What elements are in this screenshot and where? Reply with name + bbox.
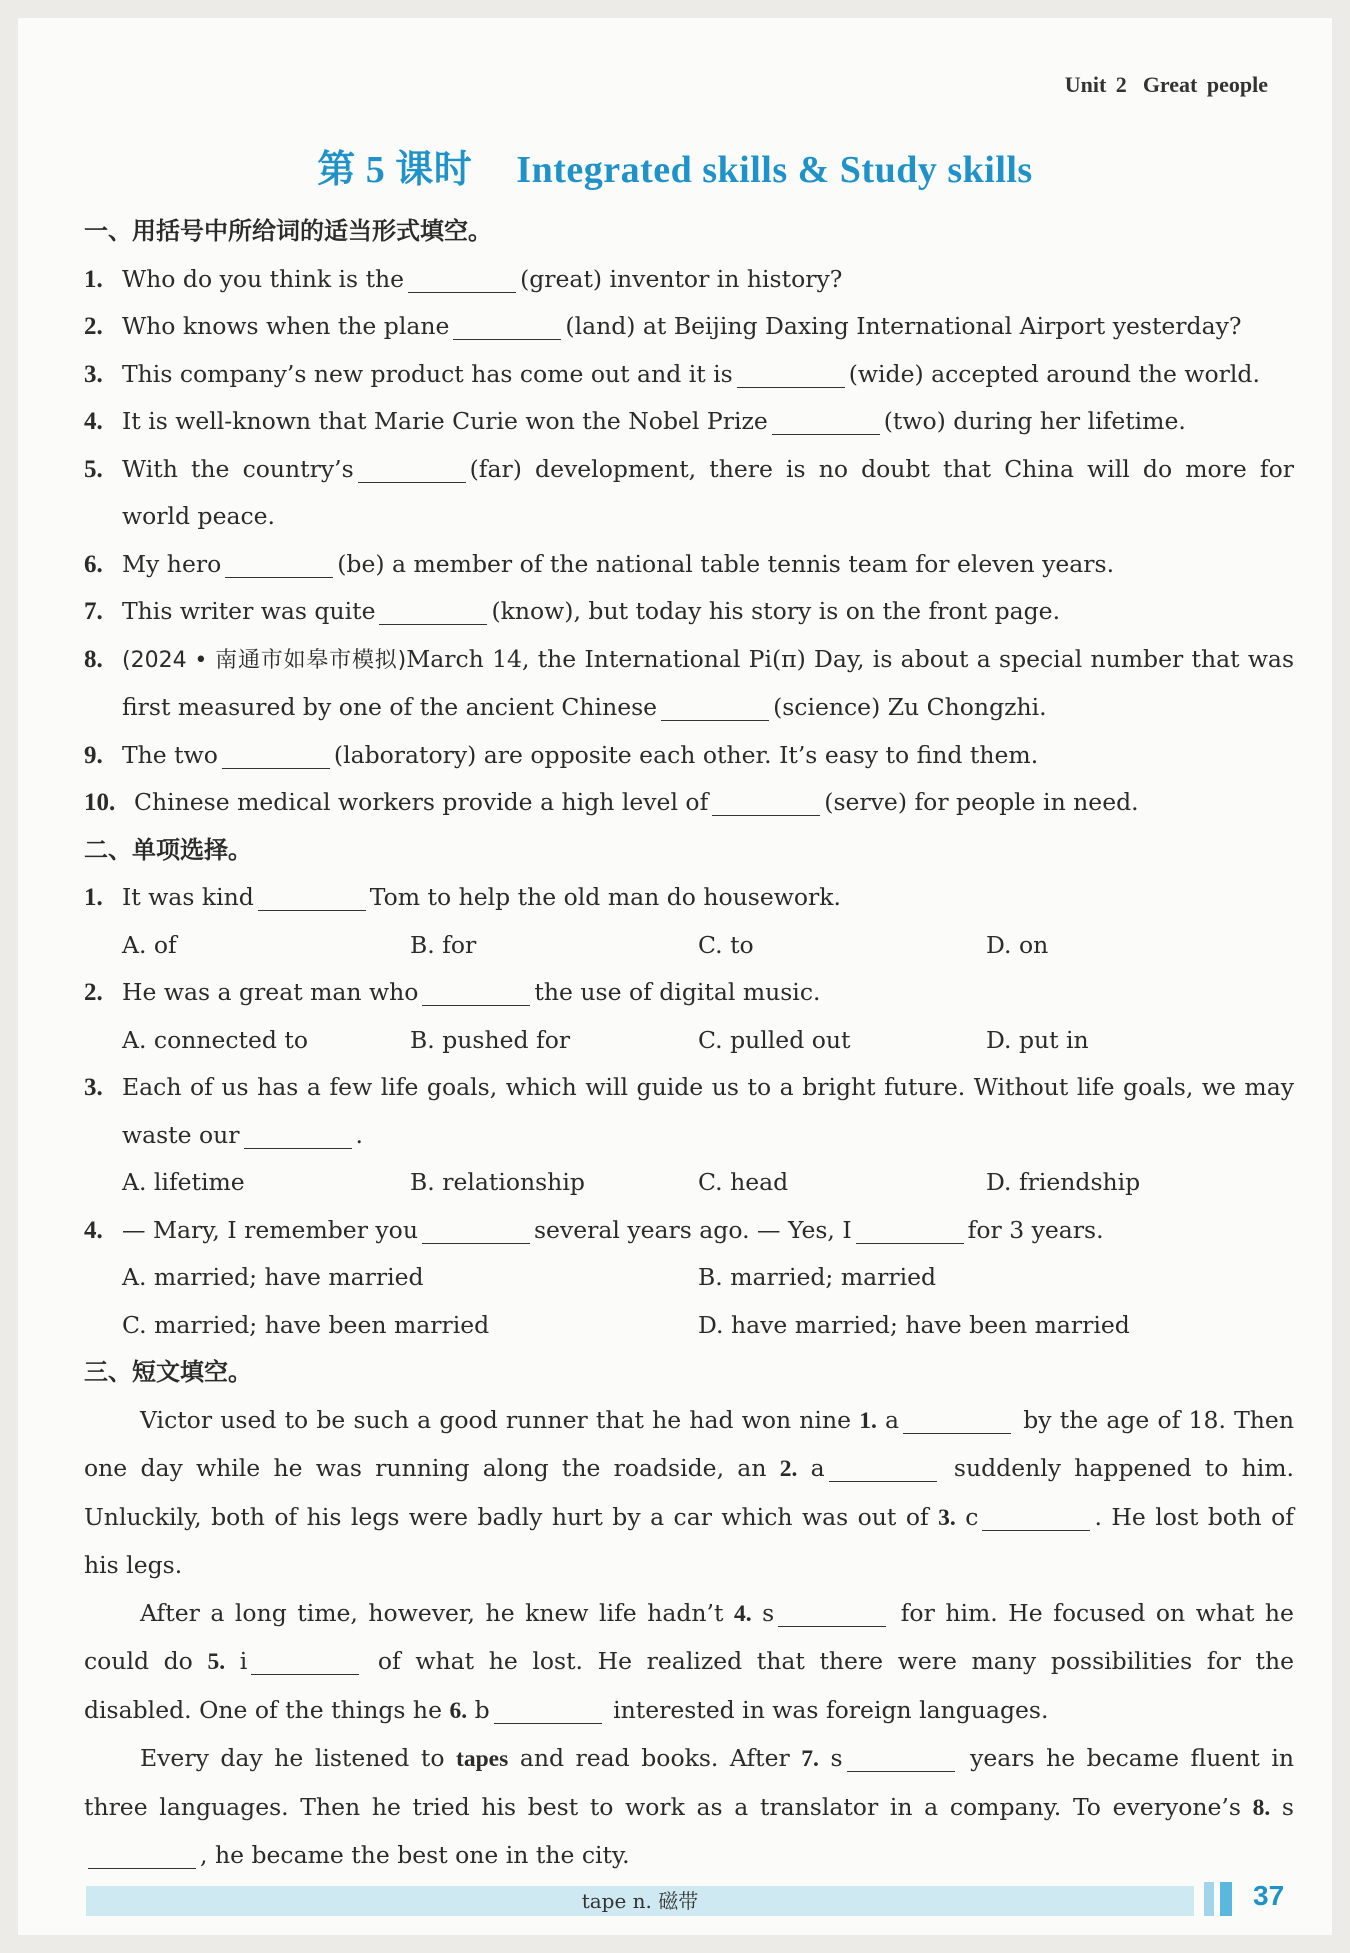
option-c[interactable]: C. to	[698, 930, 754, 959]
passage-text: After a long time, however, he knew life hadn’t	[140, 1598, 724, 1627]
passage-paragraph-1	[84, 1397, 1294, 1590]
option-a[interactable]: A. lifetime	[122, 1168, 245, 1196]
first-letter: a	[810, 1454, 825, 1482]
item-number: 4.	[84, 408, 103, 435]
option-d[interactable]: D. friendship	[986, 1168, 1141, 1196]
item-text: Chinese medical workers provide a high level of	[134, 788, 709, 816]
option-b[interactable]: B. pushed for	[410, 1025, 571, 1054]
option-b[interactable]: B. married; married	[698, 1263, 937, 1291]
unit-topic: Great people	[1142, 72, 1268, 97]
item-number: 8.	[84, 645, 103, 673]
passage-text: years he became fluent in three languages. Then he tried his best to work as a translator in a company. To everyone’s	[84, 1744, 1294, 1821]
answer-blank[interactable]	[982, 1500, 1090, 1531]
options-row	[84, 1254, 1294, 1302]
option-c[interactable]: C. head	[698, 1168, 789, 1196]
lesson-number: 第 5 课时	[317, 149, 473, 191]
answer-blank[interactable]	[225, 547, 333, 578]
question-text: Tom to help the old man do housework.	[369, 883, 841, 911]
blank-number: 6.	[449, 1697, 468, 1724]
answer-blank[interactable]	[778, 1596, 886, 1627]
question-text: He was a great man who	[122, 978, 419, 1006]
passage-text: by the age of 18. Then one day while he was running along the roadside, an	[84, 1405, 1294, 1482]
unit-label: Unit 2	[1064, 72, 1127, 97]
option-a[interactable]: A. of	[122, 930, 177, 959]
blank-number: 1.	[859, 1407, 877, 1434]
answer-blank[interactable]	[222, 738, 330, 769]
option-b[interactable]: B. for	[410, 930, 477, 959]
item-text: (great) inventor in history?	[520, 264, 843, 293]
answer-blank[interactable]	[251, 1644, 359, 1675]
answer-blank[interactable]	[661, 690, 769, 721]
passage-text: interested in was foreign languages.	[613, 1695, 1049, 1724]
item-text: (land) at Beijing Daxing International Airport yesterday?	[565, 312, 1242, 340]
first-letter: s	[830, 1744, 843, 1772]
blank-number: 5.	[207, 1649, 226, 1675]
options-row	[84, 922, 1294, 970]
answer-blank[interactable]	[244, 1118, 352, 1149]
item-text: This writer was quite	[122, 597, 376, 625]
blank-number: 3.	[938, 1504, 956, 1531]
answer-blank[interactable]	[358, 452, 466, 483]
blank-number: 7.	[801, 1746, 819, 1772]
passage-paragraph-3	[84, 1735, 1294, 1880]
answer-blank[interactable]	[856, 1213, 964, 1244]
exam-source: (2024 • 南通市如皋市模拟)	[122, 647, 407, 673]
item-number: 7.	[84, 598, 103, 625]
passage-text: Every day he listened to	[140, 1744, 445, 1772]
fill-item-5	[84, 446, 1294, 541]
answer-blank[interactable]	[258, 880, 366, 911]
fill-item-6	[84, 541, 1294, 589]
section-3-heading: 三、短文填空。	[84, 1358, 252, 1386]
fill-item-2	[84, 303, 1294, 351]
question-text: It was kind	[122, 883, 254, 911]
choice-question-3	[84, 1064, 1294, 1159]
bar-mark	[1220, 1882, 1232, 1916]
question-text: .	[355, 1120, 364, 1149]
question-text: several years ago. — Yes, I	[533, 1215, 852, 1244]
fill-item-9	[84, 732, 1294, 780]
first-letter: c	[965, 1502, 979, 1531]
item-text: (laboratory) are opposite each other. It’s easy to find them.	[333, 740, 1039, 769]
question-number: 4.	[84, 1216, 103, 1244]
item-text: The two	[122, 740, 218, 769]
answer-blank[interactable]	[712, 785, 820, 816]
option-b[interactable]: B. relationship	[410, 1168, 585, 1196]
item-number: 1.	[84, 265, 103, 293]
question-number: 2.	[84, 979, 103, 1006]
first-letter: a	[885, 1405, 900, 1434]
passage-text: . He lost both of his legs.	[84, 1502, 1294, 1579]
option-a[interactable]: A. married; have married	[122, 1263, 424, 1291]
answer-blank[interactable]	[422, 975, 530, 1006]
options-row	[84, 1302, 1294, 1350]
bar-mark	[1204, 1882, 1214, 1916]
option-d[interactable]: D. have married; have been married	[698, 1310, 1130, 1339]
passage-paragraph-2	[84, 1590, 1294, 1736]
choice-question-2	[84, 969, 1294, 1017]
item-text: (two) during her lifetime.	[883, 407, 1186, 435]
answer-blank[interactable]	[453, 309, 561, 340]
item-text: March 14, the International Pi(π) Day, is about a special number that was first measured by one of the ancient Chinese	[122, 644, 1295, 721]
page-number: 37	[1253, 1880, 1285, 1911]
exercise-content	[84, 208, 1294, 1880]
item-text: (science) Zu Chongzhi.	[773, 693, 1047, 721]
item-text: Who do you think is the	[122, 264, 405, 293]
answer-blank[interactable]	[422, 1213, 530, 1244]
item-number: 9.	[84, 741, 103, 769]
question-text: Each of us has a few life goals, which will guide us to a bright future. Without life goals, we may waste our	[122, 1073, 1294, 1149]
item-number: 2.	[84, 313, 103, 340]
fill-item-1	[84, 256, 1294, 304]
running-header	[1065, 72, 1268, 98]
passage-text: for him. He focused on what he could do	[84, 1598, 1294, 1675]
vocabulary-note: tape n. 磁带	[86, 1886, 1194, 1916]
option-d[interactable]: D. on	[986, 930, 1049, 959]
question-number: 1.	[84, 884, 103, 911]
answer-blank[interactable]	[408, 262, 516, 293]
bold-word: tapes	[456, 1746, 509, 1772]
item-text: My hero	[122, 549, 222, 578]
answer-blank[interactable]	[737, 357, 845, 388]
options-row	[84, 1159, 1294, 1207]
option-c[interactable]: C. pulled out	[698, 1025, 851, 1054]
answer-blank[interactable]	[903, 1403, 1011, 1434]
first-letter: s	[762, 1598, 775, 1627]
item-text: Who knows when the plane	[122, 312, 450, 340]
page-title	[18, 138, 1332, 193]
answer-blank[interactable]	[494, 1693, 602, 1724]
answer-blank[interactable]	[829, 1451, 937, 1482]
item-number: 5.	[84, 455, 103, 483]
choice-question-1	[84, 874, 1294, 922]
item-number: 10.	[84, 789, 116, 816]
blank-number: 8.	[1252, 1794, 1271, 1821]
passage-text: Victor used to be such a good runner that he had won nine	[140, 1405, 851, 1434]
passage-text: and read books. After	[519, 1744, 790, 1772]
question-text: the use of digital music.	[534, 978, 821, 1006]
item-text: (know), but today his story is on the front page.	[491, 597, 1061, 625]
option-c[interactable]: C. married; have been married	[122, 1310, 490, 1339]
fill-item-3	[84, 351, 1294, 399]
item-text: It is well-known that Marie Curie won the Nobel Prize	[122, 407, 768, 435]
first-letter: b	[474, 1695, 490, 1724]
option-a[interactable]: A. connected to	[122, 1025, 309, 1054]
worksheet-page	[18, 18, 1332, 1935]
fill-item-10	[84, 779, 1294, 827]
blank-number: 4.	[733, 1600, 752, 1627]
fill-item-8	[84, 636, 1294, 732]
answer-blank[interactable]	[847, 1741, 955, 1772]
first-letter: i	[239, 1647, 248, 1675]
choice-question-4	[84, 1207, 1294, 1255]
item-text: (be) a member of the national table tennis team for eleven years.	[337, 549, 1115, 578]
passage-text: of what he lost. He realized that there were many possibilities for the disabled. One of the things he	[84, 1647, 1294, 1724]
item-text: With the country’s	[122, 454, 354, 483]
blank-number: 2.	[779, 1456, 798, 1482]
fill-item-4	[84, 398, 1294, 446]
first-letter: s	[1281, 1792, 1294, 1821]
answer-blank[interactable]	[88, 1838, 196, 1869]
answer-blank[interactable]	[772, 404, 880, 435]
answer-blank[interactable]	[379, 594, 487, 625]
section-1-heading: 一、用括号中所给词的适当形式填空。	[84, 217, 492, 245]
section-2-heading: 二、单项选择。	[84, 835, 252, 864]
question-number: 3.	[84, 1074, 103, 1101]
option-d[interactable]: D. put in	[986, 1025, 1089, 1054]
item-number: 6.	[84, 550, 103, 578]
item-text: (far) development, there is no doubt that China will do more for world peace.	[122, 454, 1294, 530]
item-text: (wide) accepted around the world.	[848, 359, 1260, 388]
question-text: for 3 years.	[967, 1215, 1104, 1244]
question-text: — Mary, I remember you	[122, 1215, 418, 1244]
lesson-name: Integrated skills & Study skills	[516, 149, 1033, 191]
item-number: 3.	[84, 360, 103, 388]
fill-item-7	[84, 588, 1294, 636]
options-row	[84, 1017, 1294, 1065]
passage-text: , he became the best one in the city.	[200, 1841, 630, 1869]
item-text: (serve) for people in need.	[824, 788, 1139, 816]
item-text: This company’s new product has come out and it is	[122, 359, 733, 388]
passage-text: suddenly happened to him. Unluckily, both of his legs were badly hurt by a car which was out of	[84, 1454, 1294, 1531]
